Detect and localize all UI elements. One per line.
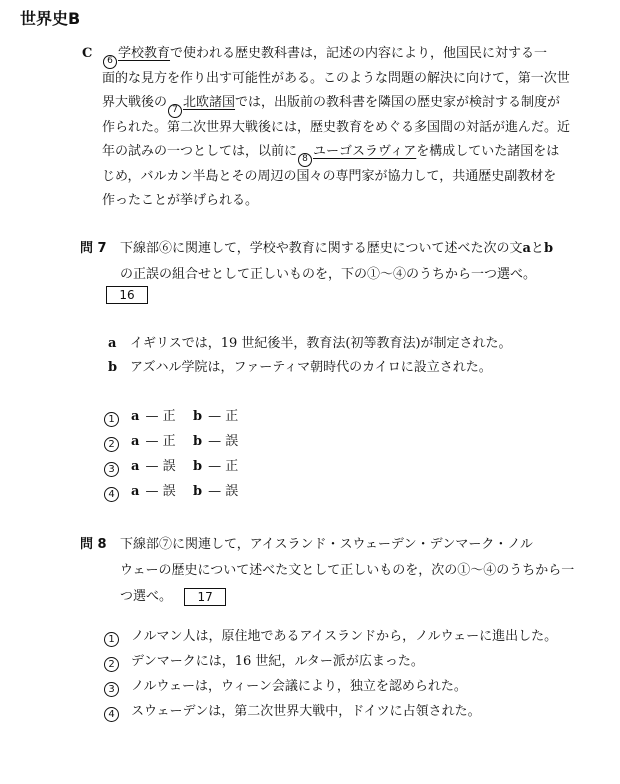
option-a [131,429,193,454]
option-row[interactable] [104,429,255,454]
passage-text-segment: を構成していた諸国をは [416,144,560,159]
dash: — [145,409,163,424]
question-text: ウェーの歴史について述べた文として正しいものを，次の [120,563,458,578]
value-a: 正 [162,409,176,424]
option-range: ①〜④ [457,563,497,578]
option-row[interactable] [104,404,255,429]
dash: — [145,434,163,449]
label-a: a [131,434,140,449]
option-number: 4 [104,707,119,722]
value-a: 正 [162,434,176,449]
dash: — [208,484,226,499]
option-number: 1 [104,412,119,427]
dash: — [208,459,226,474]
option-b [193,479,255,504]
answer-choice[interactable] [104,649,557,674]
passage-c [78,42,598,214]
statement [108,332,512,356]
option-row[interactable] [104,479,255,504]
passage-label: C [82,46,93,61]
passage-line [102,91,598,116]
question-text: つ選べ。 [120,589,173,604]
statements [108,332,512,380]
option-number: 3 [104,682,119,697]
passage-text-segment: では，出版前の教科書を隣国の歴史家が検討する制度が [235,95,561,110]
value-b: 誤 [225,484,239,499]
label-a: a [131,409,140,424]
passage-text-segment: 作ったことが挙げられる。 [102,193,259,208]
passage-line [102,140,598,165]
passage-text-segment: で使われる歴史教科書は，記述の内容により，他国民に対する一 [170,46,548,61]
option-b [193,404,255,429]
passage-text-segment: 面的な見方を作り出す可能性がある。このような問題の解決に向けて，第一次世 [102,70,570,86]
question-text: の正誤の組合せとして正しいものを，下の [120,267,368,282]
reference-marker: 8 [298,153,312,167]
option-number: 1 [104,632,119,647]
option-a [131,454,193,479]
label-b: b [193,409,203,424]
option-a [131,479,193,504]
passage-line [102,189,598,214]
answer-box-number: 16 [106,286,148,304]
dash: — [208,434,226,449]
value-b: 誤 [225,434,239,449]
passage-text-segment: 界大戦後の [102,95,168,110]
answer-text: ノルウェーは，ウィーン会議により，独立を認められた。 [131,679,467,694]
question-text: 下線部⑥に関連して，学校や教育に関する歴史について述べた次の文 [120,241,523,256]
option-number: 2 [104,437,119,452]
statement-label: a [108,336,117,351]
statement [108,356,512,380]
question-text: のうちから一つ選べ。 [406,267,537,282]
passage-text-segment: じめ，バルカン半島とその周辺の国々の専門家が協力して，共通歴史副教材を [102,168,557,184]
option-number: 3 [104,462,119,477]
statement-label: b [108,360,118,375]
statement-text: アズハル学院は，ファーティマ朝時代のカイロに設立された。 [130,360,492,375]
passage-line [102,116,598,141]
answer-box-16[interactable] [106,286,148,304]
option-b [193,454,255,479]
statement-text: イギリスでは，19 世紀後半，教育法(初等教育法)が制定された。 [130,336,512,351]
value-b: 正 [225,409,239,424]
answer-choice[interactable] [104,699,557,724]
answer-choice[interactable] [104,624,557,649]
option-a [131,404,193,429]
options-list [104,404,255,504]
underlined-term: ユーゴスラヴィア [313,144,417,159]
label-b: b [193,434,203,449]
label-b: b [543,241,554,256]
question-text: 下線部⑦に関連して，アイスランド・スウェーデン・デンマーク・ノル [120,537,533,552]
question-number: 問 8 [80,537,107,552]
answer-choices [104,624,557,724]
answer-text: デンマークには，16 世紀，ルター派が広まった。 [131,654,424,669]
label-b: b [193,459,203,474]
question-8 [80,532,575,610]
answer-box-17[interactable]: 17 [184,588,226,606]
question-number: 問 7 [80,241,107,256]
dash: — [208,409,226,424]
passage-line [102,42,598,67]
label-a: a [131,459,140,474]
underlined-term: 学校教育 [118,46,171,61]
passage-text-segment: 年の試みの一つとしては，以前に [102,144,298,159]
passage-line [102,67,598,92]
option-number: 4 [104,487,119,502]
question-text: のうちから一 [496,563,575,578]
dash: — [145,484,163,499]
question-7 [80,236,554,288]
label-b: b [193,484,203,499]
answer-text: スウェーデンは，第二次世界大戦中，ドイツに占領された。 [131,704,481,719]
answer-text: ノルマン人は，原住地であるアイスランドから，ノルウェーに進出した。 [131,629,558,644]
reference-marker: 7 [168,104,182,118]
value-b: 正 [225,459,239,474]
label-a: a [131,484,140,499]
underlined-term: 北欧諸国 [183,95,236,110]
question-text-to: と [530,241,544,256]
answer-choice[interactable] [104,674,557,699]
option-number: 2 [104,657,119,672]
passage-text-segment: 作られた。第二次世界大戦後には，歴史教育をめぐる多国間の対話が進んだ。近 [102,119,571,135]
option-b [193,429,255,454]
label-a: a [522,241,531,256]
option-row[interactable] [104,454,255,479]
reference-marker: 6 [103,55,117,69]
page-header: 世界史B [20,9,81,28]
value-a: 誤 [162,484,176,499]
passage-text [102,42,598,214]
option-range: ①〜④ [367,267,407,282]
passage-line [102,165,598,190]
value-a: 誤 [162,459,176,474]
dash: — [145,459,163,474]
